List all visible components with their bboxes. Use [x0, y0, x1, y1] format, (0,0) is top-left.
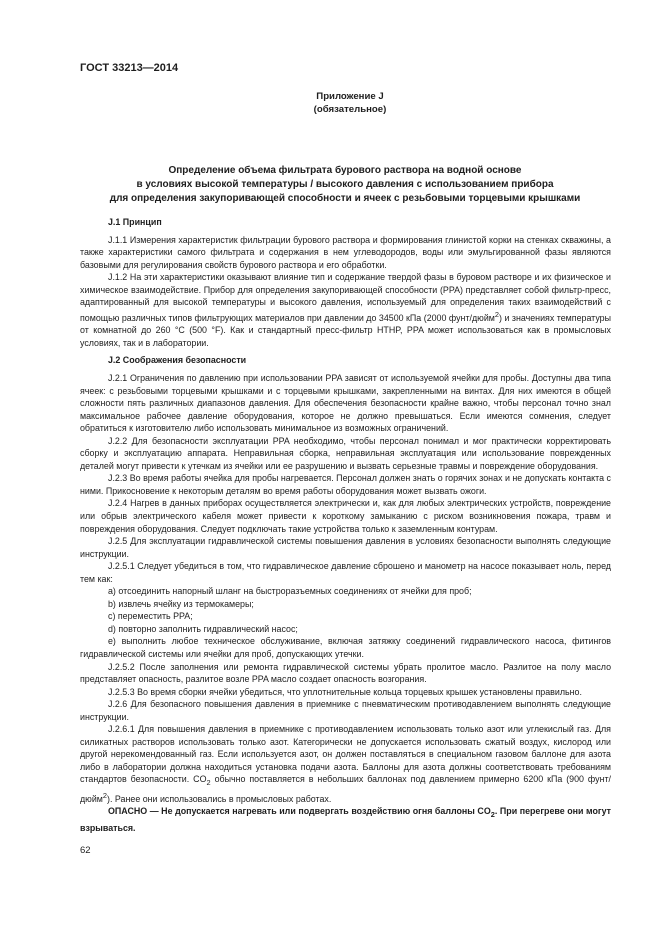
- title-line-1: Определение объема фильтрата бурового раствора на водной основе: [168, 165, 522, 176]
- standard-header: ГОСТ 33213—2014: [80, 62, 179, 74]
- section-heading-safety: J.2 Соображения безопасности: [108, 355, 247, 366]
- title-line-2: в условиях высокой температуры / высокого давления с использованием прибора: [136, 179, 554, 190]
- paragraph-j-2-6: J.2.6 Для безопасного повышения давления в приемнике с пневматическим противодавлением выполнять следующие инструкции.: [80, 699, 611, 722]
- document-title: [80, 164, 610, 206]
- document-body: [80, 216, 611, 834]
- paragraph-j-2-3: J.2.3 Во время работы ячейка для пробы нагревается. Персонал должен знать о горячих зонах и не допускать контакта с ними. Прикосновение к некоторым деталям во время работы оборудования может вызвать ожоги.: [80, 473, 611, 496]
- annex-label: Приложение J: [316, 91, 384, 102]
- paragraph-j-1-1: J.1.1 Измерения характеристик фильтрации бурового раствора и формирования глинистой корки на стенках скважины, а также характеристики самого фильтрата и содержания в нем углеводородов, воды или эмульгированной фазы являются базовыми для регулирования свойств бурового раствора и его обработки.: [80, 234, 611, 270]
- list-item: e) выполнить любое техническое обслуживание, включая затяжку соединений гидравлического насоса, фитингов гидравлической системы или ячейки для проб, допускающих утечки.: [80, 636, 611, 660]
- title-line-3: для определения закупоривающей способности и ячеек с резьбовыми торцевыми крышками: [109, 193, 581, 204]
- section-heading-principle: J.1 Принцип: [108, 217, 162, 227]
- annex-heading: [300, 90, 400, 116]
- danger-warning: ОПАСНО — Не допускается нагревать или подвергать воздействию огня баллоны $CO_2$. При перегреве они могут взрываться.: [80, 806, 611, 833]
- list-item: a) отсоединить напорный шланг на быстроразъемных соединениях от ячейки для проб;: [108, 586, 472, 597]
- list-item: b) извлечь ячейку из термокамеры;: [108, 598, 254, 609]
- paragraph-j-2-5: J.2.5 Для эксплуатации гидравлической системы повышения давления в условиях безопасности выполнять следующие инструкции.: [80, 536, 611, 559]
- paragraph-j-2-4: J.2.4 Нагрев в данных приборах осуществляется электрически и, как для любых электрических устройств, повреждение или обрыв электрического кабеля может привести к короткому замыканию с риском возникновения пожара, травм и повреждения оборудования. Следует подключать такие устройства только к заземленным контурам.: [80, 498, 611, 534]
- paragraph-j-2-1: J.2.1 Ограничения по давлению при использовании PPA зависят от используемой ячейки для пробы. Доступны два типа ячеек: с резьбовыми торцевыми крышками и с торцевыми крышками, закрепленными на винтах. Для них имеются в общей сложности пять различных диапазонов давления. Для обеспечения безопасности крайне важно, чтобы персонал точно знал максимальное рабочее давление оборудования, которое не должно превышаться. Если имеются сомнения, следует обратиться к изготовителю либо использовать минимальное из возможных ограничений.: [80, 372, 611, 434]
- paragraph-j-2-5-1: J.2.5.1 Следует убедиться в том, что гидравлическое давление сброшено и манометр на насосе показывает ноль, перед тем как:: [80, 561, 611, 584]
- page-number: 62: [80, 845, 91, 856]
- paragraph-j-1-2: J.1.2 На эти характеристики оказывают влияние тип и содержание твердой фазы в буровом растворе и их физическое и химическое взаимодействие. Прибор для определения закупоривающей способности (PPA) представляет собой фильтр-пресс, адаптированный для высокой температуры и высокого давления, используемый для определения таких взаимодействий с помощью различных типов фильтрующих материалов при давлении до 34500 кПа (2000 фунт/дюйм$^2$) и значениях температуры от комнатной до 260 °C (500 °F). Как и стандартный пресс-фильтр HTHP, PPA может использоваться как в промысловых условиях, так и в лаборатории.: [80, 272, 611, 348]
- list-item: d) повторно заполнить гидравлический насос;: [108, 623, 298, 634]
- paragraph-j-2-2: J.2.2 Для безопасности эксплуатации PPA необходимо, чтобы персонал понимал и мог практически корректировать сборку и эксплуатацию аппарата. Неправильная сборка, неправильная эксплуатация или использование поврежденных деталей могут привести к утечкам из ячейки или ее разрушению и вызвать серьезные травмы и повреждение оборудования.: [80, 435, 611, 471]
- paragraph-j-2-5-3: J.2.5.3 Во время сборки ячейки убедиться, что уплотнительные кольца торцевых крышек установлены правильно.: [108, 686, 582, 697]
- list-item: c) переместить PPA;: [108, 611, 193, 622]
- annex-status: (обязательное): [313, 104, 387, 115]
- paragraph-j-2-6-1: J.2.6.1 Для повышения давления в приемнике с противодавлением использовать только азот или углекислый газ. Для силикатных растворов использовать только азот. Категорически не допускается использовать сжатый воздух, кислород или другой нерекомендованный газ. Если используется азот, он должен поставляться в специальном газовом баллоне для азота либо в лаборатории должна находиться установка подачи азота. Баллоны для азота должны соответствовать требованиям стандартов безопасности. $CO_2$ обычно поставляется в небольших баллонах под давлением примерно 6200 кПа (900 фунт/дюйм$^2$). Ранее они использовались в промысловых работах.: [80, 724, 612, 804]
- paragraph-j-2-5-2: J.2.5.2 После заполнения или ремонта гидравлической системы убрать пролитое масло. Разлитое на полу масло представляет опасность, разлитое возле PPA масло создает опасность возгорания.: [80, 661, 611, 685]
